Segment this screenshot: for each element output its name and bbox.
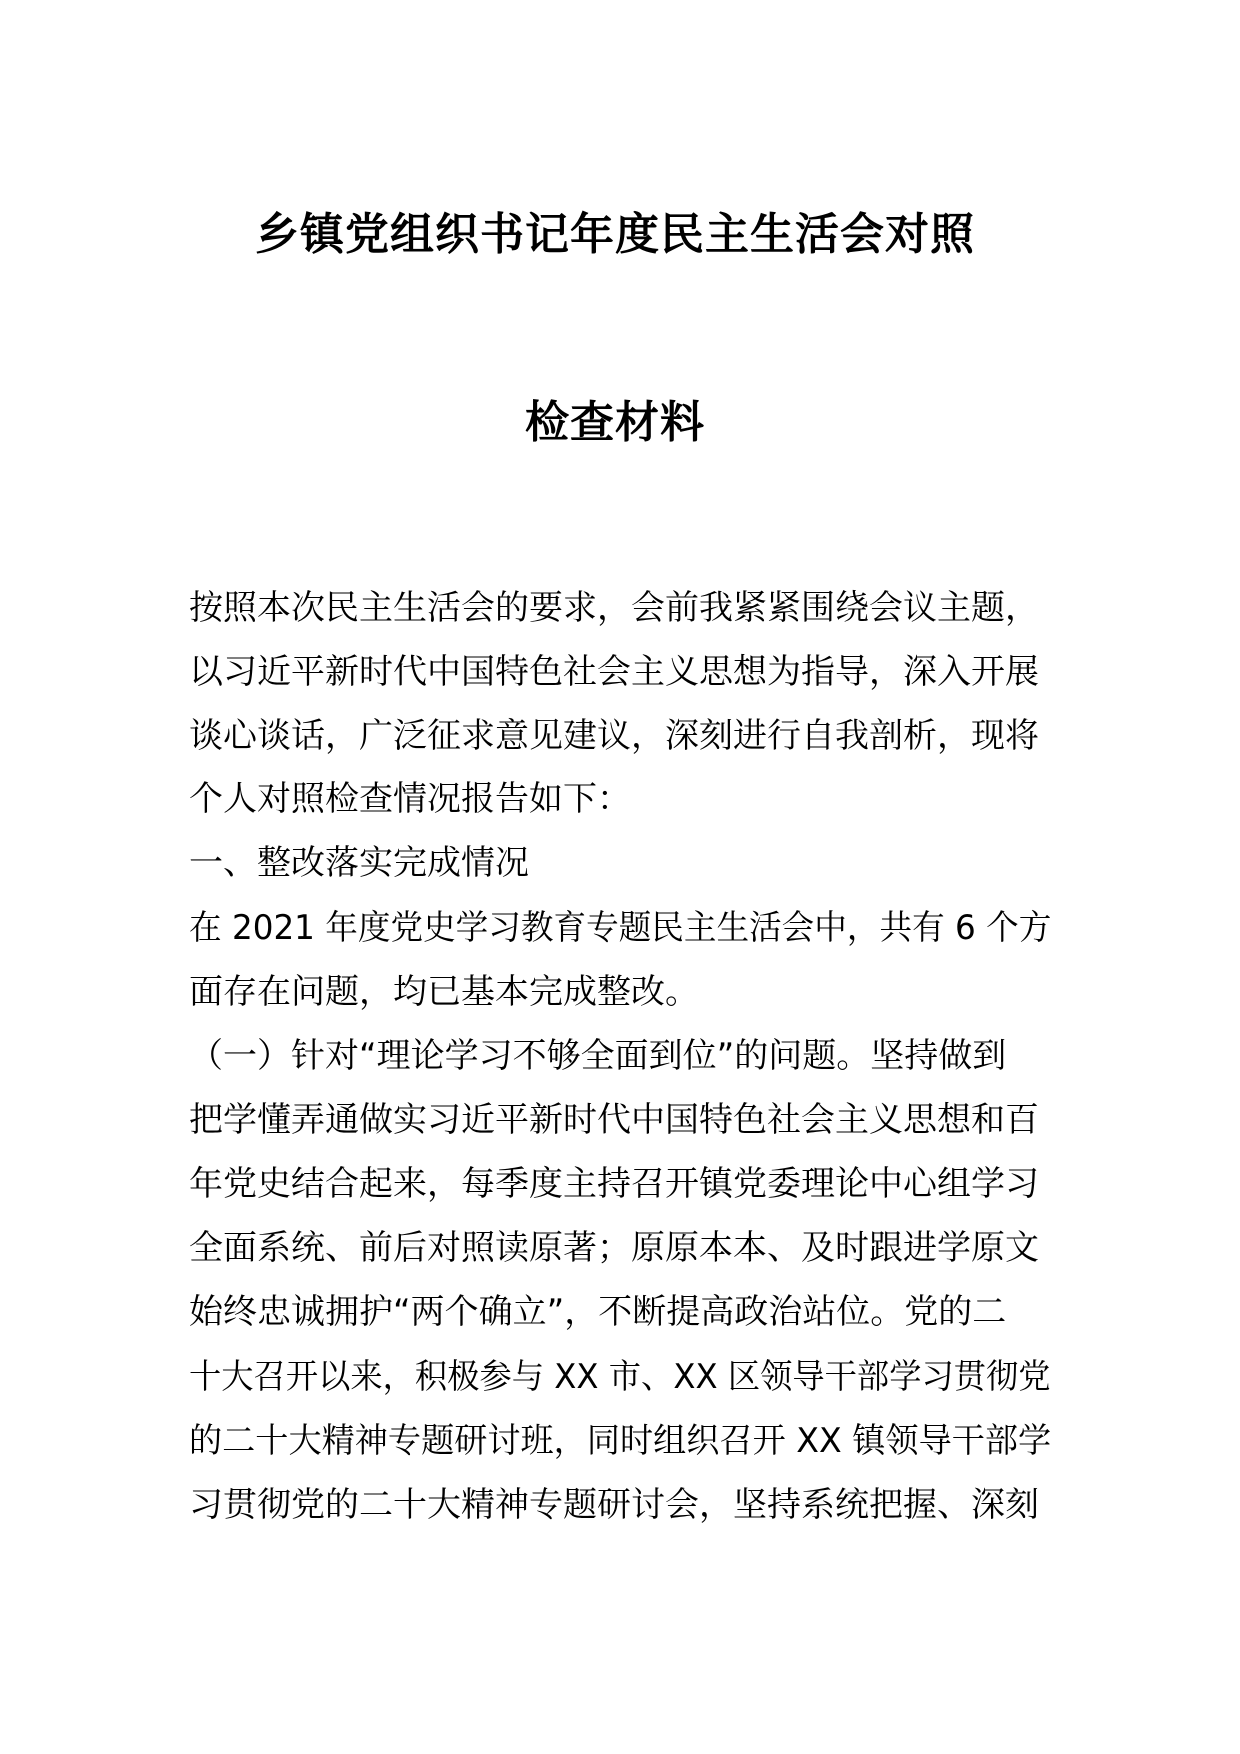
subsection-heading: （一）针对“理论学习不够全面到位”的问题。坚持做到 (189, 1036, 1007, 1076)
body-line: 面存在问题，均已基本完成整改。 (189, 972, 699, 1012)
body-line: 十大召开以来，积极参与 XX 市、XX 区领导干部学习贯彻党 (189, 1357, 1051, 1397)
body-line: 的二十大精神专题研讨班，同时组织召开 XX 镇领导干部学 (189, 1421, 1052, 1461)
body-line: 在 2021 年度党史学习教育专题民主生活会中，共有 6 个方 (189, 908, 1052, 948)
body-line: 个人对照检查情况报告如下： (189, 779, 631, 819)
document-title-line-2: 检查材料 (525, 397, 705, 448)
body-line: 年党史结合起来，每季度主持召开镇党委理论中心组学习 (189, 1164, 1039, 1204)
body-line: 谈心谈话，广泛征求意见建议，深刻进行自我剖析，现将 (189, 716, 1039, 756)
body-line: 全面系统、前后对照读原著；原原本本、及时跟进学原文 (189, 1228, 1039, 1268)
body-line: 以习近平新时代中国特色社会主义思想为指导，深入开展 (189, 652, 1039, 692)
body-line: 始终忠诚拥护“两个确立”，不断提高政治站位。党的二 (189, 1292, 1007, 1332)
body-line: 按照本次民主生活会的要求，会前我紧紧围绕会议主题， (189, 588, 1039, 628)
section-heading: 一、整改落实完成情况 (189, 843, 529, 883)
body-line: 把学懂弄通做实习近平新时代中国特色社会主义思想和百 (189, 1100, 1039, 1140)
document-title-line-1: 乡镇党组织书记年度民主生活会对照 (255, 209, 975, 260)
body-line: 习贯彻党的二十大精神专题研讨会，坚持系统把握、深刻 (189, 1485, 1039, 1525)
